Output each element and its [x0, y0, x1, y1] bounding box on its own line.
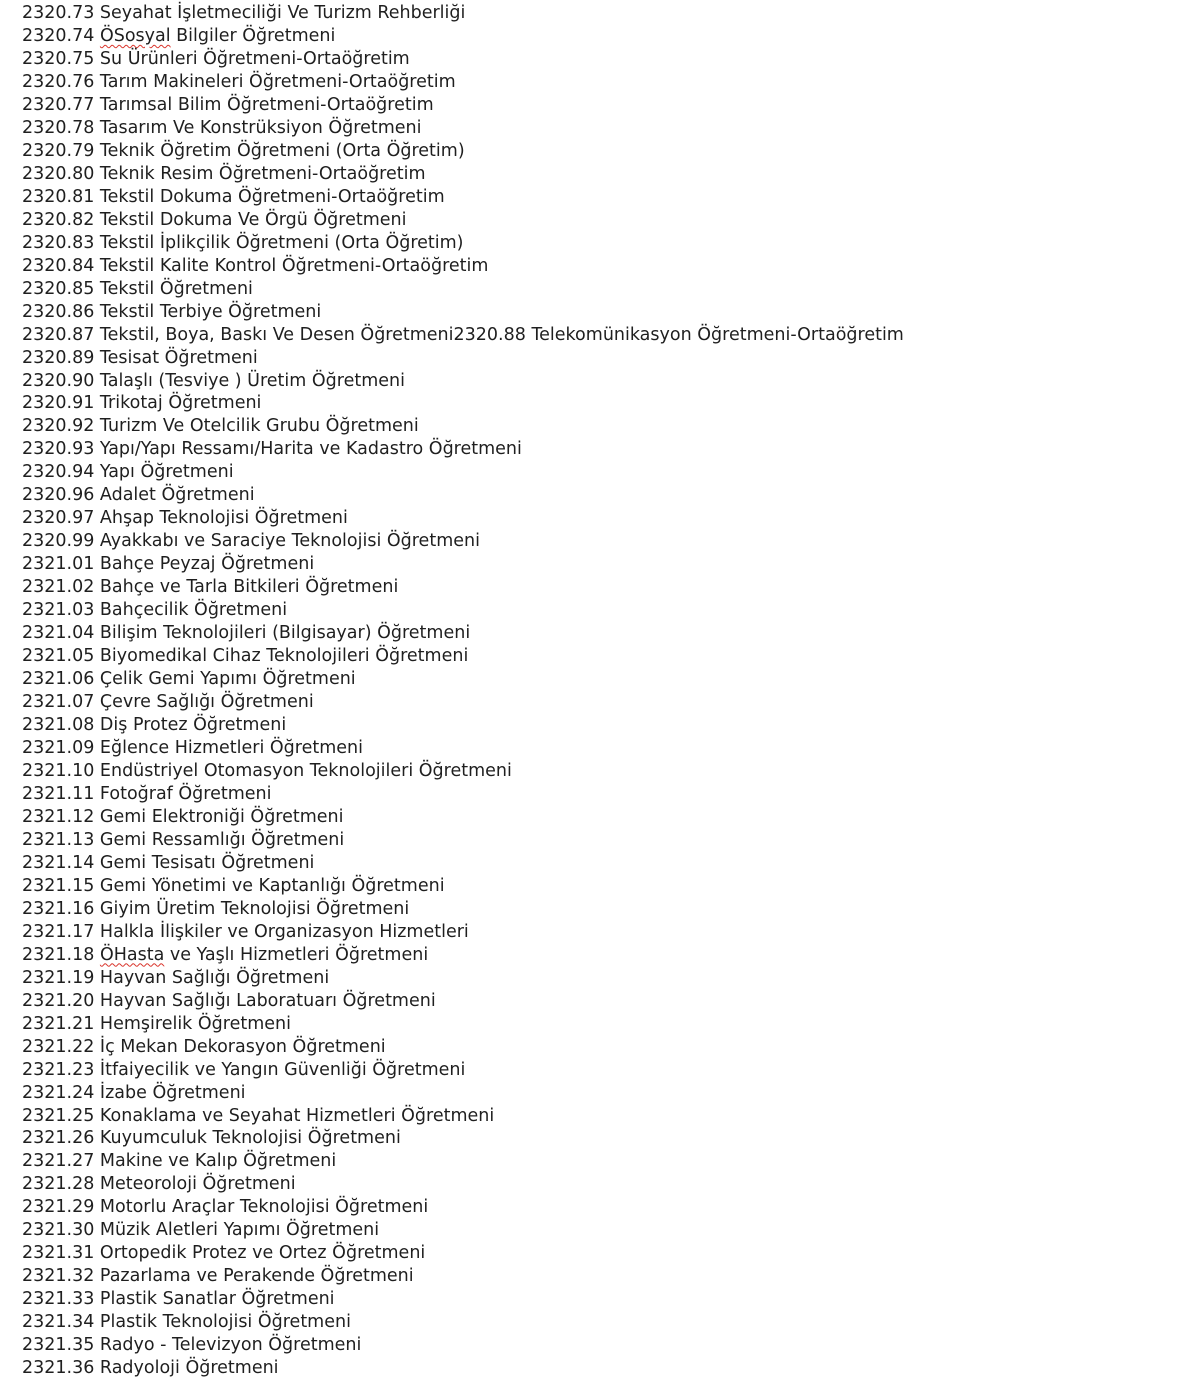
text-line: 2320.92 Turizm Ve Otelcilik Grubu Öğretmeni	[22, 416, 419, 437]
text-line	[22, 944, 1182, 967]
text-line: 2321.04 Bilişim Teknolojileri (Bilgisayar) Öğretmeni	[22, 623, 471, 644]
text-line: 2320.97 Ahşap Teknolojisi Öğretmeni	[22, 508, 348, 529]
text-line: 2320.91 Trikotaj Öğretmeni	[22, 393, 262, 414]
text-line: 2321.34 Plastik Teknolojisi Öğretmeni	[22, 1312, 351, 1333]
text-segment: ve Yaşlı Hizmetleri Öğretmeni	[164, 944, 429, 965]
text-line: 2321.28 Meteoroloji Öğretmeni	[22, 1174, 296, 1195]
text-line: 2321.16 Giyim Üretim Teknolojisi Öğretmeni	[22, 898, 410, 919]
text-line: 2321.17 Halkla İlişkiler ve Organizasyon Hizmetleri	[22, 921, 469, 942]
misspelled-word[interactable]: ÖHasta	[99, 944, 165, 965]
text-line: 2321.20 Hayvan Sağlığı Laboratuarı Öğretmeni	[22, 990, 436, 1011]
text-line: 2320.75 Su Ürünleri Öğretmeni-Ortaöğretim	[22, 48, 410, 69]
text-segment: 2321.18	[22, 944, 100, 965]
text-line: 2321.09 Eğlence Hizmetleri Öğretmeni	[22, 738, 363, 758]
text-segment: Bilgiler Öğretmeni	[170, 25, 336, 46]
text-line: 2320.85 Tekstil Öğretmeni	[22, 278, 253, 299]
text-line: 2321.33 Plastik Sanatlar Öğretmeni	[22, 1289, 335, 1310]
text-line: 2321.32 Pazarlama ve Perakende Öğretmeni	[22, 1266, 414, 1287]
text-segment: 2320.74	[22, 25, 100, 46]
text-line: 2321.03 Bahçecilik Öğretmeni	[22, 600, 288, 621]
text-line: 2320.90 Talaşlı (Tesviye ) Üretim Öğretmeni	[22, 370, 405, 391]
text-line: 2320.81 Tekstil Dokuma Öğretmeni-Ortaöğretim	[22, 186, 445, 207]
text-line: 2321.06 Çelik Gemi Yapımı Öğretmeni	[22, 669, 356, 690]
text-line: 2320.82 Tekstil Dokuma Ve Örgü Öğretmeni	[22, 209, 407, 230]
text-line: 2320.83 Tekstil İplikçilik Öğretmeni (Orta Öğretim)	[22, 232, 464, 253]
text-line: 2321.07 Çevre Sağlığı Öğretmeni	[22, 692, 314, 713]
text-line: 2320.76 Tarım Makineleri Öğretmeni-Ortaöğretim	[22, 71, 456, 92]
text-line: 2321.11 Fotoğraf Öğretmeni	[22, 783, 272, 804]
text-line: 2320.84 Tekstil Kalite Kontrol Öğretmeni-Ortaöğretim	[22, 255, 489, 276]
text-line: 2321.24 İzabe Öğretmeni	[22, 1082, 246, 1103]
text-line: 2321.23 İtfaiyecilik ve Yangın Güvenliği Öğretmeni	[22, 1059, 466, 1080]
text-line: 2321.26 Kuyumculuk Teknolojisi Öğretmeni	[22, 1128, 401, 1149]
text-line	[22, 25, 1182, 48]
document-text-area[interactable]	[22, 2, 1182, 1380]
text-line: 2320.80 Teknik Resim Öğretmeni-Ortaöğretim	[22, 163, 426, 184]
text-line: 2321.01 Bahçe Peyzaj Öğretmeni	[22, 554, 315, 575]
text-line: 2321.27 Makine ve Kalıp Öğretmeni	[22, 1151, 337, 1172]
text-line: 2321.13 Gemi Ressamlığı Öğretmeni	[22, 829, 345, 850]
text-line: 2321.05 Biyomedikal Cihaz Teknolojileri Öğretmeni	[22, 646, 469, 667]
text-line: 2320.78 Tasarım Ve Konstrüksiyon Öğretmeni	[22, 117, 422, 138]
text-line: 2320.79 Teknik Öğretim Öğretmeni (Orta Öğretim)	[22, 140, 465, 161]
text-line: 2321.08 Diş Protez Öğretmeni	[22, 715, 287, 736]
text-line: 2321.15 Gemi Yönetimi ve Kaptanlığı Öğretmeni	[22, 875, 445, 896]
text-line: 2321.14 Gemi Tesisatı Öğretmeni	[22, 852, 315, 873]
text-line: 2320.96 Adalet Öğretmeni	[22, 485, 255, 506]
text-line: 2321.30 Müzik Aletleri Yapımı Öğretmeni	[22, 1220, 380, 1241]
text-line: 2321.36 Radyoloji Öğretmeni	[22, 1358, 279, 1379]
text-line: 2321.10 Endüstriyel Otomasyon Teknolojileri Öğretmeni	[22, 760, 512, 781]
text-line: 2321.35 Radyo - Televizyon Öğretmeni	[22, 1335, 362, 1356]
text-line: 2321.12 Gemi Elektroniği Öğretmeni	[22, 806, 344, 827]
text-line: 2321.25 Konaklama ve Seyahat Hizmetleri Öğretmeni	[22, 1105, 495, 1126]
misspelled-word[interactable]: ÖSosyal	[99, 25, 171, 46]
text-line: 2320.86 Tekstil Terbiye Öğretmeni	[22, 301, 322, 322]
text-line: 2321.02 Bahçe ve Tarla Bitkileri Öğretmeni	[22, 577, 399, 598]
text-line: 2320.73 Seyahat İşletmeciliği Ve Turizm Rehberliği	[22, 3, 466, 23]
text-line: 2320.94 Yapı Öğretmeni	[22, 462, 234, 483]
text-line: 2321.31 Ortopedik Protez ve Ortez Öğretmeni	[22, 1243, 426, 1264]
text-line: 2321.29 Motorlu Araçlar Teknolojisi Öğretmeni	[22, 1197, 429, 1218]
text-line: 2321.21 Hemşirelik Öğretmeni	[22, 1013, 291, 1034]
text-line: 2320.77 Tarımsal Bilim Öğretmeni-Ortaöğretim	[22, 94, 434, 115]
text-line: 2321.22 İç Mekan Dekorasyon Öğretmeni	[22, 1036, 386, 1057]
text-line: 2320.93 Yapı/Yapı Ressamı/Harita ve Kadastro Öğretmeni	[22, 439, 522, 460]
text-line: 2321.19 Hayvan Sağlığı Öğretmeni	[22, 967, 330, 988]
text-line: 2320.87 Tekstil, Boya, Baskı Ve Desen Öğretmeni2320.88 Telekomünikasyon Öğretmeni-Ortaöğretim	[22, 324, 904, 345]
text-line: 2320.99 Ayakkabı ve Saraciye Teknolojisi Öğretmeni	[22, 531, 480, 552]
text-line: 2320.89 Tesisat Öğretmeni	[22, 347, 258, 368]
